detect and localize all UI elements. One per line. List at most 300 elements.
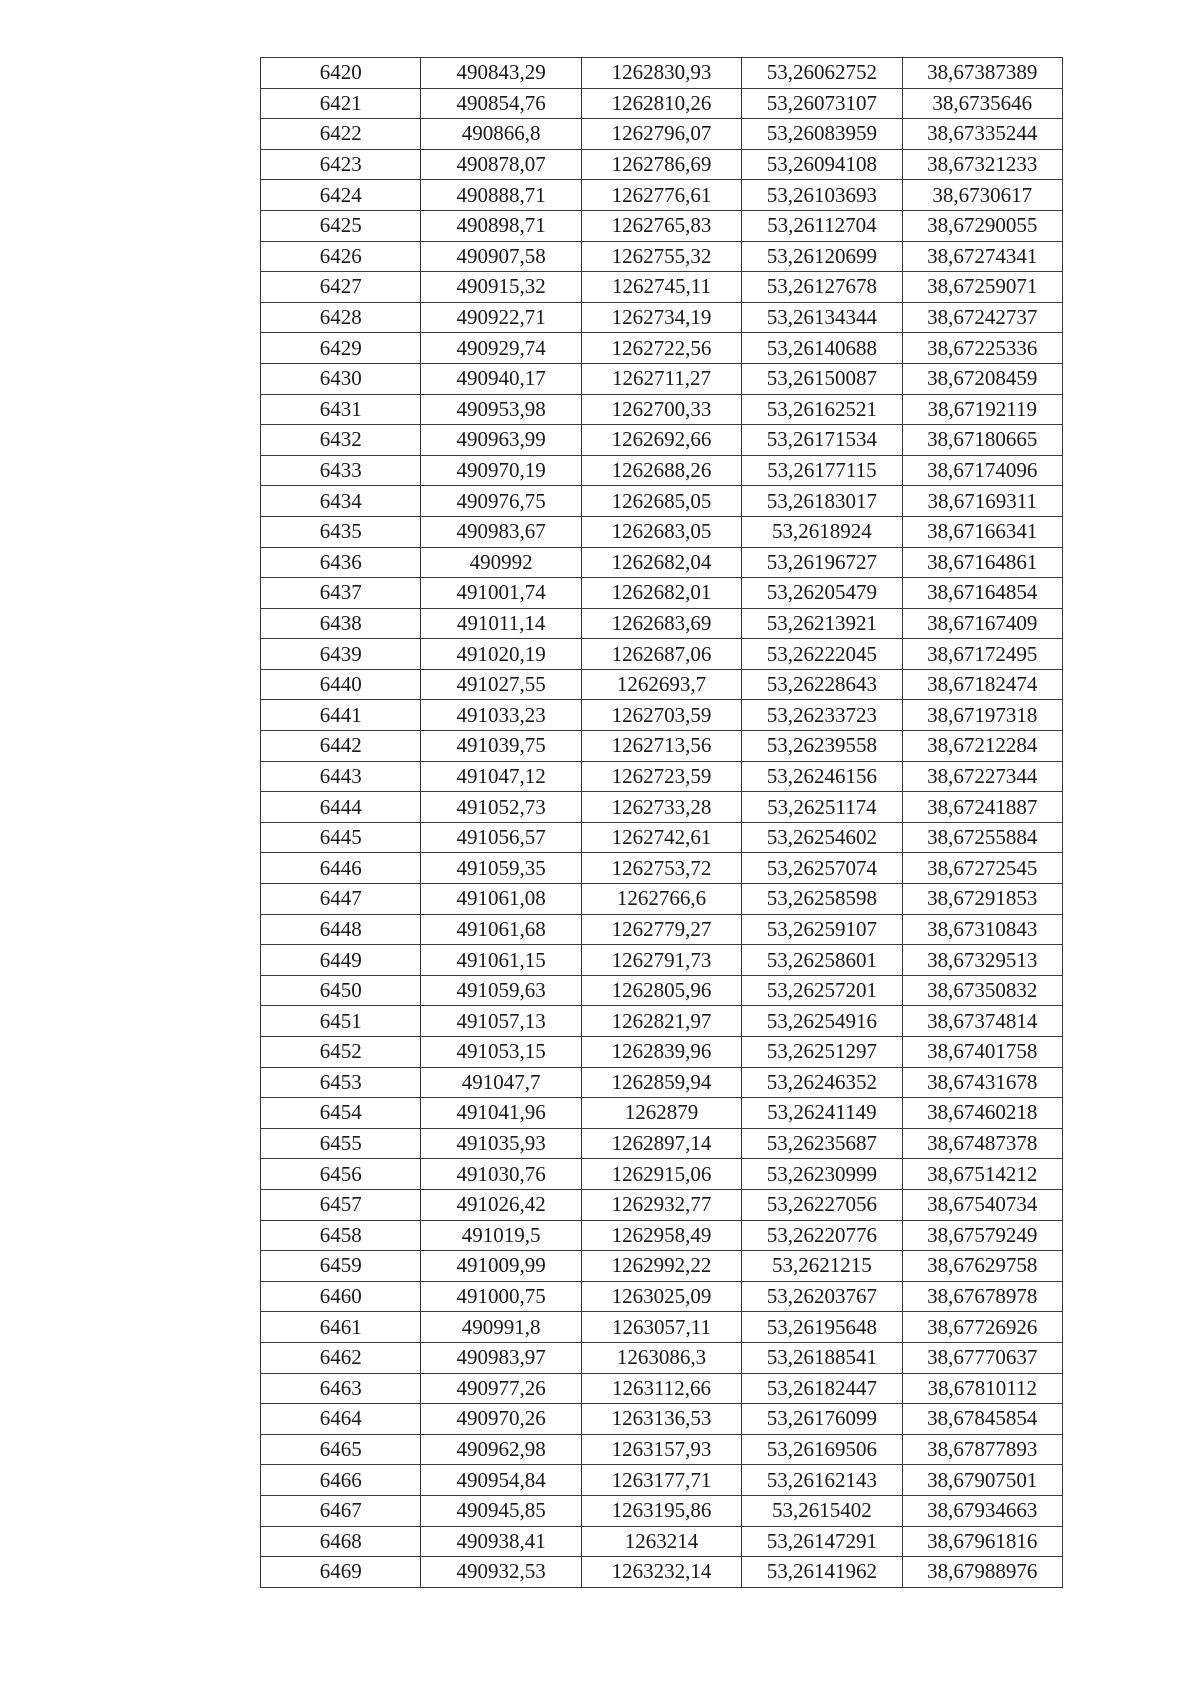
table-row <box>261 731 1063 762</box>
y-coordinate-cell: 1262859,94 <box>581 1067 741 1098</box>
longitude-cell: 38,67291853 <box>902 884 1062 915</box>
table-row <box>261 149 1063 180</box>
longitude-cell: 38,67272545 <box>902 853 1062 884</box>
coordinates-table-body <box>261 58 1063 1588</box>
latitude-cell: 53,26112704 <box>742 210 902 241</box>
x-coordinate-cell: 490976,75 <box>421 486 581 517</box>
longitude-cell: 38,6730617 <box>902 180 1062 211</box>
latitude-cell: 53,2621215 <box>742 1251 902 1282</box>
x-coordinate-cell: 490938,41 <box>421 1526 581 1557</box>
y-coordinate-cell: 1262796,07 <box>581 119 741 150</box>
x-coordinate-cell: 491047,12 <box>421 761 581 792</box>
x-coordinate-cell: 491059,63 <box>421 975 581 1006</box>
longitude-cell: 38,67487378 <box>902 1128 1062 1159</box>
y-coordinate-cell: 1262688,26 <box>581 455 741 486</box>
y-coordinate-cell: 1262821,97 <box>581 1006 741 1037</box>
latitude-cell: 53,26176099 <box>742 1404 902 1435</box>
table-row <box>261 180 1063 211</box>
longitude-cell: 38,67172495 <box>902 639 1062 670</box>
longitude-cell: 38,67197318 <box>902 700 1062 731</box>
longitude-cell: 38,67166341 <box>902 516 1062 547</box>
latitude-cell: 53,26246156 <box>742 761 902 792</box>
latitude-cell: 53,26073107 <box>742 88 902 119</box>
point-number-cell: 6437 <box>261 578 421 609</box>
longitude-cell: 38,67174096 <box>902 455 1062 486</box>
x-coordinate-cell: 490866,8 <box>421 119 581 150</box>
longitude-cell: 38,67401758 <box>902 1037 1062 1068</box>
x-coordinate-cell: 491061,08 <box>421 884 581 915</box>
latitude-cell: 53,26257074 <box>742 853 902 884</box>
table-row <box>261 210 1063 241</box>
longitude-cell: 38,67180665 <box>902 425 1062 456</box>
y-coordinate-cell: 1262776,61 <box>581 180 741 211</box>
x-coordinate-cell: 491039,75 <box>421 731 581 762</box>
y-coordinate-cell: 1263057,11 <box>581 1312 741 1343</box>
point-number-cell: 6431 <box>261 394 421 425</box>
point-number-cell: 6435 <box>261 516 421 547</box>
point-number-cell: 6424 <box>261 180 421 211</box>
longitude-cell: 38,67350832 <box>902 975 1062 1006</box>
longitude-cell: 38,67310843 <box>902 914 1062 945</box>
longitude-cell: 38,6735646 <box>902 88 1062 119</box>
x-coordinate-cell: 491061,68 <box>421 914 581 945</box>
x-coordinate-cell: 491019,5 <box>421 1220 581 1251</box>
x-coordinate-cell: 490843,29 <box>421 58 581 89</box>
longitude-cell: 38,67770637 <box>902 1342 1062 1373</box>
table-row <box>261 822 1063 853</box>
table-row <box>261 455 1063 486</box>
longitude-cell: 38,67877893 <box>902 1434 1062 1465</box>
y-coordinate-cell: 1263232,14 <box>581 1557 741 1588</box>
x-coordinate-cell: 490932,53 <box>421 1557 581 1588</box>
y-coordinate-cell: 1262958,49 <box>581 1220 741 1251</box>
y-coordinate-cell: 1262753,72 <box>581 853 741 884</box>
point-number-cell: 6455 <box>261 1128 421 1159</box>
table-row <box>261 884 1063 915</box>
longitude-cell: 38,67810112 <box>902 1373 1062 1404</box>
point-number-cell: 6439 <box>261 639 421 670</box>
table-row <box>261 1251 1063 1282</box>
y-coordinate-cell: 1262755,32 <box>581 241 741 272</box>
latitude-cell: 53,26171534 <box>742 425 902 456</box>
latitude-cell: 53,26254916 <box>742 1006 902 1037</box>
longitude-cell: 38,67988976 <box>902 1557 1062 1588</box>
y-coordinate-cell: 1262685,05 <box>581 486 741 517</box>
x-coordinate-cell: 490953,98 <box>421 394 581 425</box>
table-row <box>261 608 1063 639</box>
latitude-cell: 53,26162143 <box>742 1465 902 1496</box>
x-coordinate-cell: 490983,67 <box>421 516 581 547</box>
point-number-cell: 6420 <box>261 58 421 89</box>
point-number-cell: 6436 <box>261 547 421 578</box>
latitude-cell: 53,26254602 <box>742 822 902 853</box>
table-row <box>261 1373 1063 1404</box>
longitude-cell: 38,67387389 <box>902 58 1062 89</box>
x-coordinate-cell: 491061,15 <box>421 945 581 976</box>
table-row <box>261 119 1063 150</box>
y-coordinate-cell: 1263177,71 <box>581 1465 741 1496</box>
point-number-cell: 6464 <box>261 1404 421 1435</box>
table-row <box>261 1342 1063 1373</box>
y-coordinate-cell: 1262805,96 <box>581 975 741 1006</box>
y-coordinate-cell: 1262713,56 <box>581 731 741 762</box>
x-coordinate-cell: 490929,74 <box>421 333 581 364</box>
y-coordinate-cell: 1262879 <box>581 1098 741 1129</box>
x-coordinate-cell: 490878,07 <box>421 149 581 180</box>
y-coordinate-cell: 1262897,14 <box>581 1128 741 1159</box>
point-number-cell: 6450 <box>261 975 421 1006</box>
y-coordinate-cell: 1262722,56 <box>581 333 741 364</box>
point-number-cell: 6438 <box>261 608 421 639</box>
x-coordinate-cell: 491000,75 <box>421 1281 581 1312</box>
table-row <box>261 1098 1063 1129</box>
point-number-cell: 6469 <box>261 1557 421 1588</box>
longitude-cell: 38,67321233 <box>902 149 1062 180</box>
x-coordinate-cell: 490945,85 <box>421 1495 581 1526</box>
latitude-cell: 53,26227056 <box>742 1189 902 1220</box>
latitude-cell: 53,26246352 <box>742 1067 902 1098</box>
point-number-cell: 6462 <box>261 1342 421 1373</box>
point-number-cell: 6453 <box>261 1067 421 1098</box>
table-row <box>261 1159 1063 1190</box>
table-row <box>261 914 1063 945</box>
table-row <box>261 547 1063 578</box>
y-coordinate-cell: 1262765,83 <box>581 210 741 241</box>
table-row <box>261 516 1063 547</box>
y-coordinate-cell: 1262915,06 <box>581 1159 741 1190</box>
point-number-cell: 6465 <box>261 1434 421 1465</box>
latitude-cell: 53,26183017 <box>742 486 902 517</box>
y-coordinate-cell: 1262693,7 <box>581 669 741 700</box>
point-number-cell: 6423 <box>261 149 421 180</box>
table-row <box>261 1465 1063 1496</box>
latitude-cell: 53,26188541 <box>742 1342 902 1373</box>
point-number-cell: 6445 <box>261 822 421 853</box>
x-coordinate-cell: 491009,99 <box>421 1251 581 1282</box>
longitude-cell: 38,67274341 <box>902 241 1062 272</box>
point-number-cell: 6459 <box>261 1251 421 1282</box>
y-coordinate-cell: 1262839,96 <box>581 1037 741 1068</box>
table-row <box>261 425 1063 456</box>
longitude-cell: 38,67934663 <box>902 1495 1062 1526</box>
y-coordinate-cell: 1262742,61 <box>581 822 741 853</box>
point-number-cell: 6447 <box>261 884 421 915</box>
point-number-cell: 6434 <box>261 486 421 517</box>
table-row <box>261 241 1063 272</box>
longitude-cell: 38,67259071 <box>902 272 1062 303</box>
longitude-cell: 38,67431678 <box>902 1067 1062 1098</box>
point-number-cell: 6461 <box>261 1312 421 1343</box>
table-row <box>261 272 1063 303</box>
x-coordinate-cell: 491035,93 <box>421 1128 581 1159</box>
longitude-cell: 38,67907501 <box>902 1465 1062 1496</box>
y-coordinate-cell: 1263025,09 <box>581 1281 741 1312</box>
x-coordinate-cell: 490992 <box>421 547 581 578</box>
table-row <box>261 1495 1063 1526</box>
longitude-cell: 38,67514212 <box>902 1159 1062 1190</box>
x-coordinate-cell: 490854,76 <box>421 88 581 119</box>
table-row <box>261 1189 1063 1220</box>
point-number-cell: 6457 <box>261 1189 421 1220</box>
x-coordinate-cell: 491059,35 <box>421 853 581 884</box>
latitude-cell: 53,26127678 <box>742 272 902 303</box>
table-row <box>261 88 1063 119</box>
y-coordinate-cell: 1263112,66 <box>581 1373 741 1404</box>
x-coordinate-cell: 490888,71 <box>421 180 581 211</box>
x-coordinate-cell: 491011,14 <box>421 608 581 639</box>
x-coordinate-cell: 491047,7 <box>421 1067 581 1098</box>
longitude-cell: 38,67290055 <box>902 210 1062 241</box>
y-coordinate-cell: 1262682,01 <box>581 578 741 609</box>
x-coordinate-cell: 490898,71 <box>421 210 581 241</box>
y-coordinate-cell: 1262932,77 <box>581 1189 741 1220</box>
point-number-cell: 6426 <box>261 241 421 272</box>
x-coordinate-cell: 491030,76 <box>421 1159 581 1190</box>
latitude-cell: 53,26233723 <box>742 700 902 731</box>
point-number-cell: 6448 <box>261 914 421 945</box>
table-row <box>261 1312 1063 1343</box>
latitude-cell: 53,26235687 <box>742 1128 902 1159</box>
x-coordinate-cell: 491052,73 <box>421 792 581 823</box>
table-row <box>261 333 1063 364</box>
longitude-cell: 38,67329513 <box>902 945 1062 976</box>
latitude-cell: 53,26094108 <box>742 149 902 180</box>
table-row <box>261 761 1063 792</box>
longitude-cell: 38,67726926 <box>902 1312 1062 1343</box>
x-coordinate-cell: 490970,26 <box>421 1404 581 1435</box>
table-row <box>261 1067 1063 1098</box>
longitude-cell: 38,67241887 <box>902 792 1062 823</box>
point-number-cell: 6467 <box>261 1495 421 1526</box>
point-number-cell: 6458 <box>261 1220 421 1251</box>
latitude-cell: 53,2615402 <box>742 1495 902 1526</box>
coordinates-table <box>260 57 1063 1588</box>
latitude-cell: 53,26150087 <box>742 363 902 394</box>
latitude-cell: 53,26228643 <box>742 669 902 700</box>
latitude-cell: 53,26257201 <box>742 975 902 1006</box>
y-coordinate-cell: 1262711,27 <box>581 363 741 394</box>
y-coordinate-cell: 1263214 <box>581 1526 741 1557</box>
latitude-cell: 53,26222045 <box>742 639 902 670</box>
y-coordinate-cell: 1262810,26 <box>581 88 741 119</box>
x-coordinate-cell: 491026,42 <box>421 1189 581 1220</box>
longitude-cell: 38,67225336 <box>902 333 1062 364</box>
table-row <box>261 1434 1063 1465</box>
latitude-cell: 53,26134344 <box>742 302 902 333</box>
y-coordinate-cell: 1262791,73 <box>581 945 741 976</box>
table-row <box>261 1557 1063 1588</box>
table-row <box>261 1404 1063 1435</box>
longitude-cell: 38,67845854 <box>902 1404 1062 1435</box>
table-row <box>261 1220 1063 1251</box>
x-coordinate-cell: 490907,58 <box>421 241 581 272</box>
table-row <box>261 975 1063 1006</box>
table-row <box>261 1281 1063 1312</box>
latitude-cell: 53,26141962 <box>742 1557 902 1588</box>
point-number-cell: 6421 <box>261 88 421 119</box>
table-row <box>261 363 1063 394</box>
latitude-cell: 53,26259107 <box>742 914 902 945</box>
latitude-cell: 53,26251174 <box>742 792 902 823</box>
x-coordinate-cell: 491053,15 <box>421 1037 581 1068</box>
latitude-cell: 53,26103693 <box>742 180 902 211</box>
latitude-cell: 53,26258601 <box>742 945 902 976</box>
latitude-cell: 53,26195648 <box>742 1312 902 1343</box>
latitude-cell: 53,26177115 <box>742 455 902 486</box>
y-coordinate-cell: 1262703,59 <box>581 700 741 731</box>
latitude-cell: 53,26169506 <box>742 1434 902 1465</box>
x-coordinate-cell: 491001,74 <box>421 578 581 609</box>
x-coordinate-cell: 490954,84 <box>421 1465 581 1496</box>
x-coordinate-cell: 490963,99 <box>421 425 581 456</box>
latitude-cell: 53,26239558 <box>742 731 902 762</box>
latitude-cell: 53,26258598 <box>742 884 902 915</box>
point-number-cell: 6427 <box>261 272 421 303</box>
longitude-cell: 38,67164861 <box>902 547 1062 578</box>
table-row <box>261 1006 1063 1037</box>
x-coordinate-cell: 490922,71 <box>421 302 581 333</box>
longitude-cell: 38,67374814 <box>902 1006 1062 1037</box>
x-coordinate-cell: 490915,32 <box>421 272 581 303</box>
latitude-cell: 53,2618924 <box>742 516 902 547</box>
point-number-cell: 6441 <box>261 700 421 731</box>
point-number-cell: 6463 <box>261 1373 421 1404</box>
x-coordinate-cell: 490983,97 <box>421 1342 581 1373</box>
table-row <box>261 1037 1063 1068</box>
point-number-cell: 6446 <box>261 853 421 884</box>
point-number-cell: 6428 <box>261 302 421 333</box>
longitude-cell: 38,67169311 <box>902 486 1062 517</box>
latitude-cell: 53,26213921 <box>742 608 902 639</box>
x-coordinate-cell: 491057,13 <box>421 1006 581 1037</box>
x-coordinate-cell: 490991,8 <box>421 1312 581 1343</box>
point-number-cell: 6454 <box>261 1098 421 1129</box>
point-number-cell: 6468 <box>261 1526 421 1557</box>
point-number-cell: 6425 <box>261 210 421 241</box>
x-coordinate-cell: 490970,19 <box>421 455 581 486</box>
y-coordinate-cell: 1262992,22 <box>581 1251 741 1282</box>
latitude-cell: 53,26120699 <box>742 241 902 272</box>
latitude-cell: 53,26220776 <box>742 1220 902 1251</box>
longitude-cell: 38,67629758 <box>902 1251 1062 1282</box>
longitude-cell: 38,67540734 <box>902 1189 1062 1220</box>
y-coordinate-cell: 1262830,93 <box>581 58 741 89</box>
latitude-cell: 53,26241149 <box>742 1098 902 1129</box>
x-coordinate-cell: 490940,17 <box>421 363 581 394</box>
longitude-cell: 38,67164854 <box>902 578 1062 609</box>
point-number-cell: 6433 <box>261 455 421 486</box>
point-number-cell: 6442 <box>261 731 421 762</box>
y-coordinate-cell: 1262733,28 <box>581 792 741 823</box>
point-number-cell: 6449 <box>261 945 421 976</box>
latitude-cell: 53,26147291 <box>742 1526 902 1557</box>
x-coordinate-cell: 491033,23 <box>421 700 581 731</box>
x-coordinate-cell: 491056,57 <box>421 822 581 853</box>
y-coordinate-cell: 1262692,66 <box>581 425 741 456</box>
longitude-cell: 38,67335244 <box>902 119 1062 150</box>
point-number-cell: 6422 <box>261 119 421 150</box>
longitude-cell: 38,67678978 <box>902 1281 1062 1312</box>
point-number-cell: 6429 <box>261 333 421 364</box>
longitude-cell: 38,67192119 <box>902 394 1062 425</box>
x-coordinate-cell: 491020,19 <box>421 639 581 670</box>
x-coordinate-cell: 490977,26 <box>421 1373 581 1404</box>
longitude-cell: 38,67182474 <box>902 669 1062 700</box>
table-row <box>261 302 1063 333</box>
longitude-cell: 38,67212284 <box>902 731 1062 762</box>
table-row <box>261 578 1063 609</box>
longitude-cell: 38,67227344 <box>902 761 1062 792</box>
table-row <box>261 669 1063 700</box>
table-row <box>261 1128 1063 1159</box>
y-coordinate-cell: 1262745,11 <box>581 272 741 303</box>
x-coordinate-cell: 491041,96 <box>421 1098 581 1129</box>
y-coordinate-cell: 1262779,27 <box>581 914 741 945</box>
latitude-cell: 53,26251297 <box>742 1037 902 1068</box>
y-coordinate-cell: 1262682,04 <box>581 547 741 578</box>
x-coordinate-cell: 491027,55 <box>421 669 581 700</box>
latitude-cell: 53,26140688 <box>742 333 902 364</box>
longitude-cell: 38,67961816 <box>902 1526 1062 1557</box>
y-coordinate-cell: 1262734,19 <box>581 302 741 333</box>
latitude-cell: 53,26230999 <box>742 1159 902 1190</box>
table-row <box>261 853 1063 884</box>
point-number-cell: 6460 <box>261 1281 421 1312</box>
longitude-cell: 38,67579249 <box>902 1220 1062 1251</box>
point-number-cell: 6440 <box>261 669 421 700</box>
y-coordinate-cell: 1262687,06 <box>581 639 741 670</box>
latitude-cell: 53,26083959 <box>742 119 902 150</box>
point-number-cell: 6444 <box>261 792 421 823</box>
table-row <box>261 486 1063 517</box>
y-coordinate-cell: 1262700,33 <box>581 394 741 425</box>
latitude-cell: 53,26182447 <box>742 1373 902 1404</box>
y-coordinate-cell: 1263086,3 <box>581 1342 741 1373</box>
point-number-cell: 6451 <box>261 1006 421 1037</box>
point-number-cell: 6430 <box>261 363 421 394</box>
y-coordinate-cell: 1263157,93 <box>581 1434 741 1465</box>
table-row <box>261 394 1063 425</box>
x-coordinate-cell: 490962,98 <box>421 1434 581 1465</box>
latitude-cell: 53,26203767 <box>742 1281 902 1312</box>
point-number-cell: 6466 <box>261 1465 421 1496</box>
latitude-cell: 53,26196727 <box>742 547 902 578</box>
longitude-cell: 38,67208459 <box>902 363 1062 394</box>
point-number-cell: 6443 <box>261 761 421 792</box>
table-row <box>261 639 1063 670</box>
point-number-cell: 6456 <box>261 1159 421 1190</box>
table-row <box>261 792 1063 823</box>
longitude-cell: 38,67460218 <box>902 1098 1062 1129</box>
longitude-cell: 38,67167409 <box>902 608 1062 639</box>
y-coordinate-cell: 1262723,59 <box>581 761 741 792</box>
point-number-cell: 6432 <box>261 425 421 456</box>
table-row <box>261 700 1063 731</box>
table-row <box>261 945 1063 976</box>
longitude-cell: 38,67242737 <box>902 302 1062 333</box>
longitude-cell: 38,67255884 <box>902 822 1062 853</box>
y-coordinate-cell: 1263195,86 <box>581 1495 741 1526</box>
table-row <box>261 1526 1063 1557</box>
latitude-cell: 53,26205479 <box>742 578 902 609</box>
y-coordinate-cell: 1263136,53 <box>581 1404 741 1435</box>
y-coordinate-cell: 1262683,05 <box>581 516 741 547</box>
latitude-cell: 53,26062752 <box>742 58 902 89</box>
y-coordinate-cell: 1262766,6 <box>581 884 741 915</box>
table-row <box>261 58 1063 89</box>
latitude-cell: 53,26162521 <box>742 394 902 425</box>
point-number-cell: 6452 <box>261 1037 421 1068</box>
